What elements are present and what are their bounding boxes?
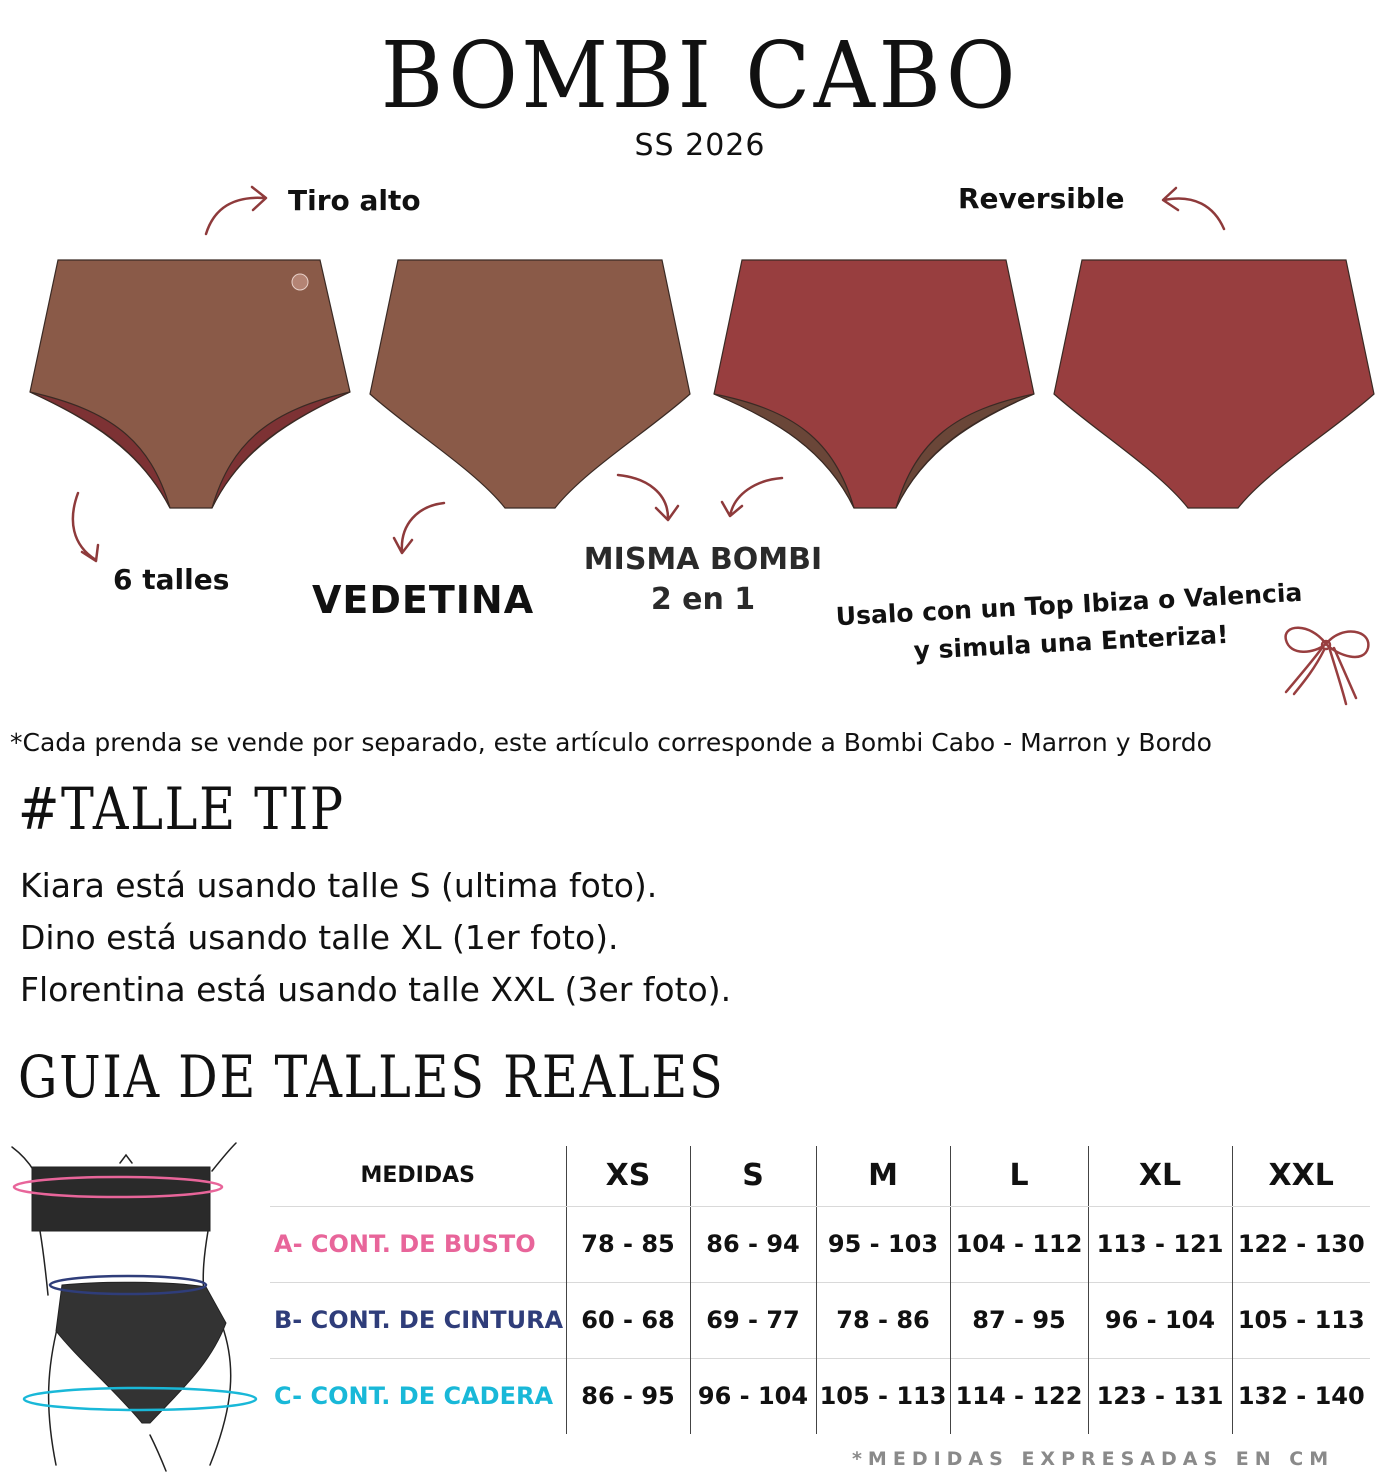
table-cell: 95 - 103 [816,1206,950,1282]
garment-back-burgundy [1054,260,1374,508]
label-misma-bombi [560,540,846,620]
size-header-xs: XS [566,1146,690,1206]
table-cell: 60 - 68 [566,1282,690,1358]
label-reversible: Reversible [958,182,1125,215]
label-usalo-line1: Usalo con un Top Ibiza o Valencia [835,577,1303,632]
talle-tip-heading: #TALLE TIP [18,775,345,843]
size-header-m: M [816,1146,950,1206]
separate-sale-note: *Cada prenda se vende por separado, este artículo corresponde a Bombi Cabo - Marron y Bordo [10,728,1212,757]
table-cell: 69 - 77 [690,1282,816,1358]
measurement-footnote: *MEDIDAS EXPRESADAS EN CM [852,1448,1335,1470]
size-table-header [270,1146,1370,1206]
table-cell: 96 - 104 [1088,1282,1232,1358]
table-cell: 114 - 122 [950,1358,1088,1434]
table-cell: 87 - 95 [950,1282,1088,1358]
table-cell: 132 - 140 [1232,1358,1370,1434]
size-header-l: L [950,1146,1088,1206]
arrow-icon-tiro [206,187,266,234]
row-label-cintura: B- CONT. DE CINTURA [270,1282,566,1358]
arrow-icon-reversible [1163,188,1224,229]
label-6-talles: 6 talles [113,563,230,596]
arrow-icon-vedetina [394,503,444,553]
season-label: SS 2026 [634,128,766,163]
garment-back-brown [370,260,690,508]
table-cell: 122 - 130 [1232,1206,1370,1282]
arrow-icon-talles [73,493,98,561]
talle-tip-line: Dino está usando talle XL (1er foto). [20,918,619,957]
medidas-header: MEDIDAS [270,1146,566,1206]
table-cell: 105 - 113 [816,1358,950,1434]
table-cell: 113 - 121 [1088,1206,1232,1282]
page-title: BOMBI CABO [380,22,1020,129]
table-cell: 123 - 131 [1088,1358,1232,1434]
row-label-busto: A- CONT. DE BUSTO [270,1206,566,1282]
talle-tip-line: Kiara está usando talle S (ultima foto). [20,866,658,905]
table-cell: 86 - 94 [690,1206,816,1282]
table-row [270,1282,1370,1358]
talle-tip-line: Florentina está usando talle XXL (3er foto). [20,970,732,1009]
size-header-s: S [690,1146,816,1206]
size-header-xl: XL [1088,1146,1232,1206]
garment-front-burgundy [714,260,1034,508]
arrow-icon-misma-left [618,475,678,520]
body-figure-illustration [0,1135,260,1475]
arrow-icon-misma-right [722,478,782,516]
size-header-xxl: XXL [1232,1146,1370,1206]
table-cell: 105 - 113 [1232,1282,1370,1358]
table-cell: 78 - 85 [566,1206,690,1282]
label-vedetina: VEDETINA [312,578,535,622]
table-cell: 78 - 86 [816,1282,950,1358]
size-guide-heading: GUIA DE TALLES REALES [18,1043,725,1111]
table-cell: 96 - 104 [690,1358,816,1434]
row-label-cadera: C- CONT. DE CADERA [270,1358,566,1434]
size-table [270,1146,1370,1434]
garment-front-brown [30,260,350,508]
table-row [270,1358,1370,1434]
table-cell: 104 - 112 [950,1206,1088,1282]
table-cell: 86 - 95 [566,1358,690,1434]
label-usalo-line2: y simula una Enteriza! [912,619,1230,666]
label-misma-line1: MISMA BOMBI [583,542,823,577]
label-tiro-alto: Tiro alto [288,184,421,217]
label-misma-line2: 2 en 1 [650,582,756,617]
table-row [270,1206,1370,1282]
